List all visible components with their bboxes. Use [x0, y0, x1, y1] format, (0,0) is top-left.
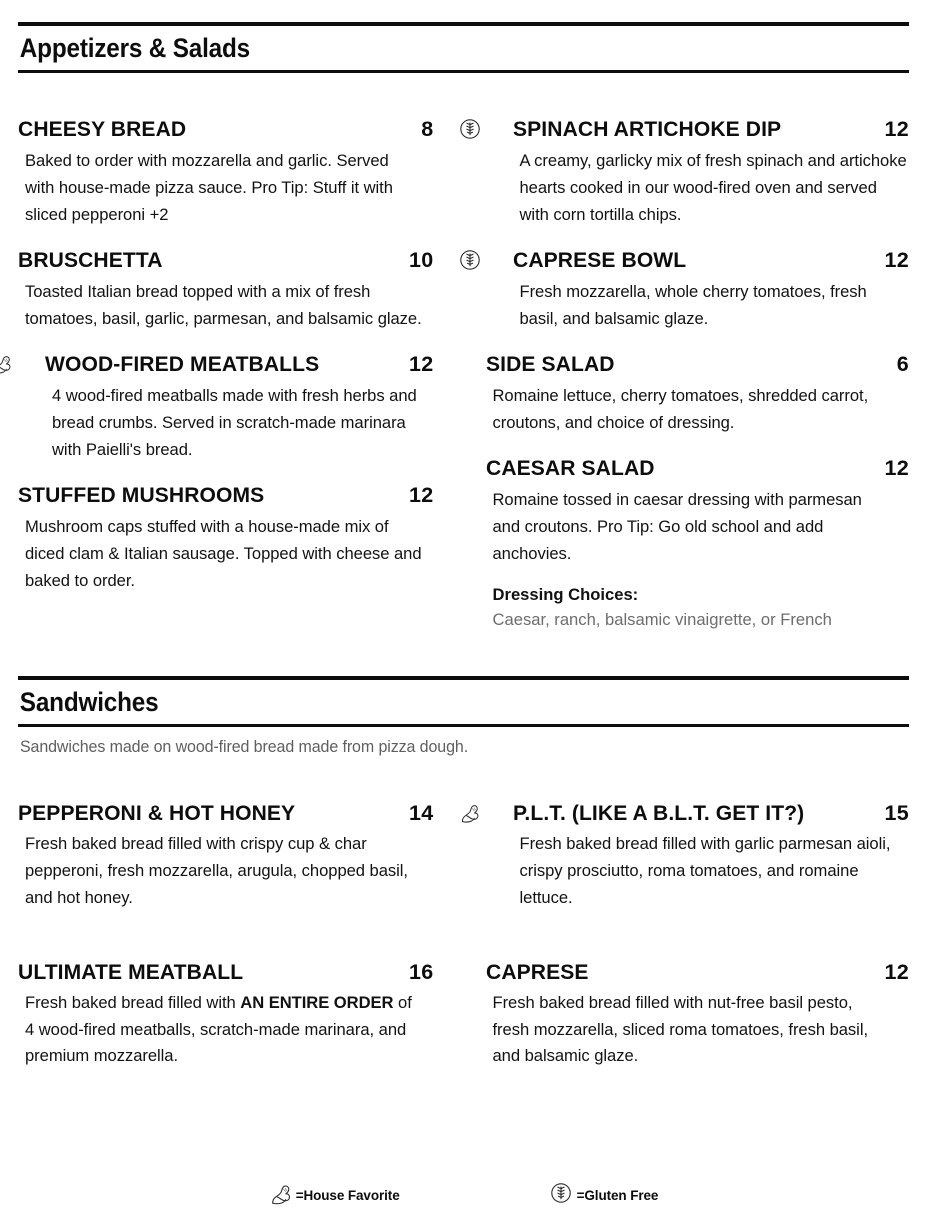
sandwiches-right-column: [464, 801, 910, 1118]
appetizers-columns: [18, 117, 909, 654]
menu-item-description: Fresh baked bread filled with crispy cup & char pepperoni, fresh mozzarella, arugula, chopped basil, and hot honey.: [25, 834, 408, 907]
menu-item[interactable]: [18, 117, 434, 228]
menu-item[interactable]: [486, 117, 910, 228]
section-note-sandwiches: Sandwiches made on wood-fired bread made from pizza dough.: [19, 738, 469, 757]
menu-item-description: Fresh mozzarella, whole cherry tomatoes, fresh basil, and balsamic glaze.: [519, 282, 867, 329]
wheat-circle-icon: [459, 118, 483, 142]
legend-house-favorite: [269, 1182, 400, 1208]
menu-item[interactable]: [486, 248, 910, 332]
section-appetizers-header: [18, 22, 909, 73]
menu-item-description: [18, 990, 422, 1071]
menu-item-header: [486, 352, 910, 377]
menu-item[interactable]: [18, 248, 434, 332]
flexed-bicep-icon: [0, 353, 15, 377]
legend-label: =Gluten Free: [576, 1187, 659, 1203]
menu-item-description: Toasted Italian bread topped with a mix of fresh tomatoes, basil, garlic, parmesan, and balsamic glaze.: [25, 282, 422, 329]
menu-item-header: [513, 117, 910, 142]
menu-item-name: CAPRESE BOWL: [512, 248, 686, 273]
menu-item-header: [18, 483, 434, 508]
menu-legend: [0, 1182, 927, 1208]
flexed-bicep-icon: [269, 1182, 295, 1208]
dressing-choices-title: Dressing Choices:: [492, 585, 639, 605]
menu-item-header: [45, 352, 434, 377]
wheat-circle-icon: [550, 1182, 576, 1208]
menu-item-description: A creamy, garlicky mix of fresh spinach and artichoke hearts cooked in our wood-fired oven and served with corn tortilla chips.: [519, 151, 907, 225]
menu-item[interactable]: [486, 352, 910, 436]
legend-gluten-free: [550, 1182, 659, 1208]
description-part: of 4 wood-fired meatballs, scratch-made marinara, and premium mozzarella.: [25, 992, 412, 1066]
menu-item-description: Fresh baked bread filled with nut-free basil pesto, fresh mozzarella, sliced roma tomatoes, fresh basil, and balsamic glaze.: [492, 992, 869, 1066]
menu-item-description: Fresh baked bread filled with garlic parmesan aioli, crispy prosciutto, roma tomatoes, and romaine lettuce.: [519, 834, 891, 907]
sandwiches-left-column: [18, 801, 464, 1118]
menu-item-name: WOOD-FIRED MEATBALLS: [45, 352, 320, 377]
menu-item-price: 12: [408, 352, 434, 377]
menu-item-header: [18, 117, 434, 142]
menu-item-header: [486, 456, 910, 481]
menu-item-price: 14: [408, 801, 434, 826]
menu-item-price: 16: [408, 959, 434, 984]
menu-item-name: BRUSCHETTA: [18, 248, 163, 273]
menu-item[interactable]: [18, 801, 434, 912]
menu-item-name: CHEESY BREAD: [18, 117, 187, 141]
sandwiches-columns: [18, 801, 909, 1118]
menu-item[interactable]: [486, 960, 910, 1071]
legend-label: =House Favorite: [295, 1187, 400, 1203]
menu-item-name: STUFFED MUSHROOMS: [18, 483, 265, 508]
menu-page: [0, 22, 927, 1222]
menu-item-header: [18, 960, 434, 985]
dressing-choices-list: Caesar, ranch, balsamic vinaigrette, or French: [492, 610, 832, 630]
menu-item-header: [486, 960, 910, 985]
menu-item-description: 4 wood-fired meatballs made with fresh herbs and bread crumbs. Served in scratch-made marinara with Paielli's bread.: [52, 386, 417, 460]
section-title-appetizers: Appetizers & Salads: [19, 33, 251, 63]
description-emphasis: AN ENTIRE ORDER: [240, 992, 394, 1012]
menu-item-name: PEPPERONI & HOT HONEY: [18, 801, 296, 826]
menu-item[interactable]: [486, 801, 910, 912]
wheat-circle-icon: [459, 249, 483, 273]
menu-item-header: [513, 801, 910, 826]
menu-item-price: 6: [896, 352, 909, 377]
menu-item-name: CAPRESE: [485, 959, 589, 984]
menu-item[interactable]: [18, 483, 434, 594]
menu-item-name: ULTIMATE MEATBALL: [18, 959, 244, 984]
menu-item[interactable]: [18, 960, 434, 1071]
appetizers-right-column: [464, 117, 910, 654]
section-sandwiches-header: [18, 676, 909, 757]
section-title-sandwiches: Sandwiches: [19, 687, 159, 718]
menu-item-price: 12: [884, 456, 909, 481]
menu-item[interactable]: [486, 456, 910, 634]
menu-item-price: 12: [884, 117, 909, 141]
menu-item-price: 12: [884, 248, 909, 273]
appetizers-left-column: [18, 117, 464, 654]
menu-item-price: 8: [421, 117, 434, 141]
flexed-bicep-icon: [459, 802, 483, 826]
menu-item-header: [18, 801, 434, 826]
menu-item-price: 15: [884, 801, 909, 826]
menu-item-description: Romaine tossed in caesar dressing with parmesan and croutons. Pro Tip: Go old school and add anchovies.: [492, 490, 862, 564]
menu-item-price: 12: [884, 959, 909, 984]
menu-item-description: Baked to order with mozzarella and garlic. Served with house-made pizza sauce. Pro Tip: Stuff it with sliced pepperoni +2: [25, 151, 393, 225]
dressing-choices: [486, 585, 910, 634]
menu-item-description: Mushroom caps stuffed with a house-made mix of diced clam & Italian sausage. Topped with cheese and baked to order.: [25, 517, 422, 591]
menu-item-name: SIDE SALAD: [485, 352, 615, 377]
menu-item-header: [513, 248, 910, 273]
section-rule-bottom: [18, 70, 909, 73]
description-part: Fresh baked bread filled with: [25, 992, 241, 1012]
menu-item-header: [18, 248, 434, 273]
menu-item-price: 12: [408, 483, 434, 508]
menu-item-price: 10: [408, 248, 434, 273]
menu-item-description: Romaine lettuce, cherry tomatoes, shredded carrot, croutons, and choice of dressing.: [492, 386, 869, 433]
menu-item-name: SPINACH ARTICHOKE DIP: [512, 117, 781, 141]
menu-item-name: CAESAR SALAD: [485, 456, 655, 481]
menu-item-name: P.L.T. (LIKE A B.L.T. GET IT?): [512, 801, 804, 826]
menu-item[interactable]: [18, 352, 434, 463]
